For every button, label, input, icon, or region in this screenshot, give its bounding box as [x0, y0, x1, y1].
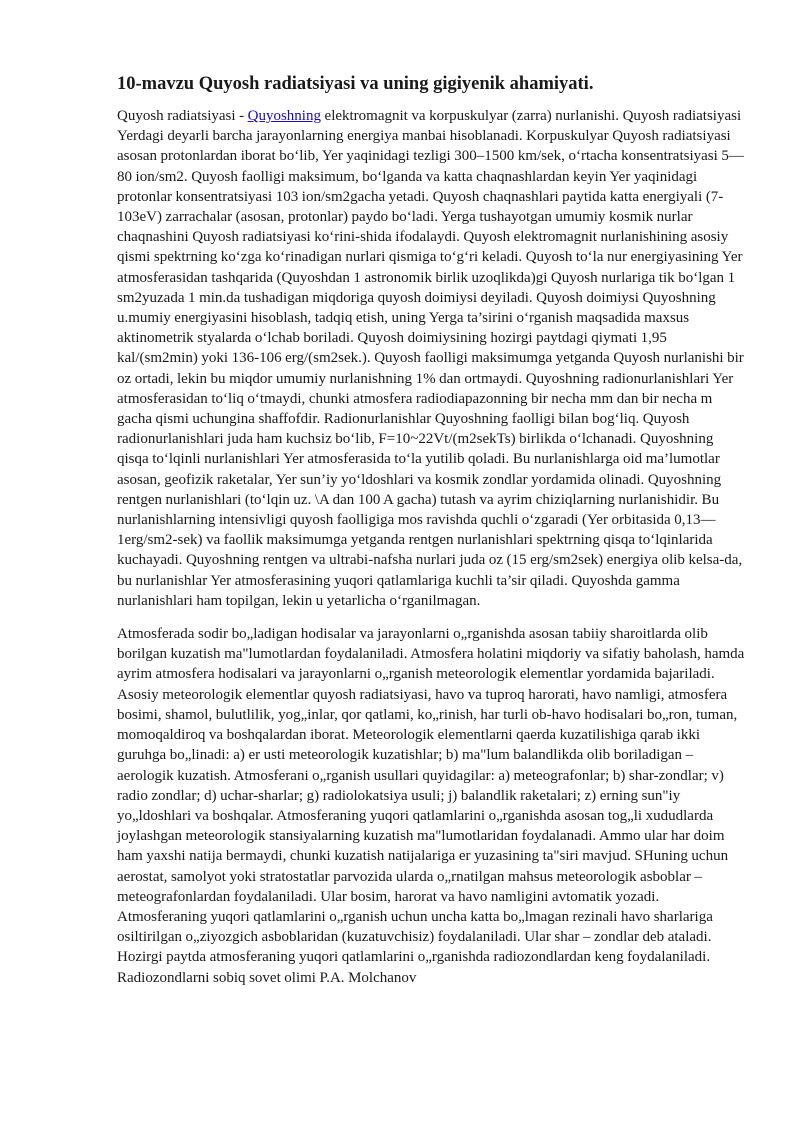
document-title: 10-mavzu Quyosh radiatsiyasi va uning gigiyenik ahamiyati. [117, 74, 594, 94]
document-page [117, 72, 745, 988]
paragraph-atmosphere: Atmosferada sodir bo„ladigan hodisalar va jarayonlarni o„rganishda asosan tabiiy sharoitlarda olib borilgan kuzatish ma"lumotlardan foydalaniladi. Atmosfera holatini miqdoriy va sifatiy baholash, hamda ayrim atmosfera hodisalari va jarayonlarni o„rganish meteorologik elementlar yordamida bajariladi. Asosiy meteorologik elementlar quyosh radiatsiyasi, havo va tuproq harorati, havo namligi, atmosfera bosimi, shamol, bulutlilik, yog„inlar, qor qatlami, ko„rinish, har turli ob-havo hodisalari bo„ron, tuman, momoqaldiroq va boshqalardan iborat. Meteorologik elementlarni qaerda kuzatilishiga qarab ikki guruhga bo„linadi: a) er usti meteorologik kuzatishlar; b) ma"lum balandlikda olib boriladigan – aerologik kuzatish. Atmosferani o„rganish usullari quyidagilar: a) meteografonlar; b) shar-zondlar; v) radio zondlar; d) uchar-sharlar; g) radiolokatsiya usuli; j) balandlik raketalari; z) erning sun"iy yo„ldoshlari va boshqalar. Atmosferaning yuqori qatlamlarini o„rganishda asosan tog„li xududlarda joylashgan meteorologik stansiyalarning kuzatish ma"lumotlaridan foydalanadi. Ammo ular har doim ham yaxshi natija bermaydi, chunki kuzatish natijalariga er yuzasining ta"siri mavjud. SHuning uchun aerostat, samolyot yoki stratostatlar parvozida ularda o„rnatilgan mahsus meteorologik asboblar – meteografonlardan foydalaniladi. Ular bosim, harorat va havo namligini avtomatik yozadi. Atmosferaning yuqori qatlamlarini o„rganish uchun uncha katta bo„lmagan rezinali havo sharlariga osiltirilgan o„ziyozgich asboblaridan (kuzatuvchisiz) foydalaniladi. Ular shar – zondlar deb ataladi. Hozirgi paytda atmosferaning yuqori qatlamlarini o„rganishda radiozondlardan keng foydalaniladi. Radiozondlarni sobiq sovet olimi P.A. Molchanov [117, 626, 745, 986]
quyoshning-link[interactable]: Quyoshning [247, 108, 321, 124]
paragraph-lead: Quyosh radiatsiyasi - [117, 108, 248, 124]
paragraph-body: elektromagnit va korpuskulyar (zarra) nurlanishi. Quyosh radiatsiyasi Yerdagi deyarli barcha jarayonlarning energiya manbai hisoblanadi. Korpuskulyar Quyosh radiatsiyasi asosan protonlardan iborat bo‘lib, Yer yaqinidagi tezligi 300–1500 km/sek, o‘rtacha konsentratsiyasi 5—80 ion/sm2. Quyosh faolligi maksimum, bo‘lganda va katta chaqnashlardan keyin Yer yaqinidagi protonlar konsentratsiyasi 103 ion/sm2gacha yetadi. Quyosh chaqnashlari paytida katta energiyali (7-103eV) zarrachalar (asosan, protonlar) paydo bo‘ladi. Yerga tushayotgan umumiy kosmik nurlar chaqnashini Quyosh radiatsiyasi ko‘rini-shida ifodalaydi. Quyosh elektromagnit nurlanishining asosiy qismi spektrning ko‘zga ko‘rinadigan nurlari qismiga to‘g‘ri keladi. Quyosh to‘la nur energiyasining Yer atmosferasidan tashqarida (Quyoshdan 1 astronomik birlik uzoqlikda)gi Quyosh nurlariga tik bo‘lgan 1 sm2yuzada 1 min.da tushadigan miqdoriga quyosh doimiysi deyiladi. Quyosh doimiysi Quyoshning u.mumiy energiyasini hisoblash, tadqiq etish, uning Yerga ta’sirini o‘rganish maqsadida maxsus aktinometrik styalarda o‘lchab boriladi. Quyosh doimiysining hozirgi paytdagi qiymati 1,95 kal/(sm2min) yoki 136-106 erg/(sm2sek.). Quyosh faolligi maksimumga yetganda Quyosh nurlanishi bir oz ortadi, lekin bu miqdor umumiy nurlanishning 1% dan ortmaydi. Quyoshning radionurlanishlari Yer atmosferasidan to‘liq o‘tmaydi, chunki atmosfera radiodiapazonning bir necha mm dan bir necha m gacha qismi uchungina shaffofdir. Radionurlanishlar Quyoshning faolligi bilan bog‘liq. Quyosh radionurlanishlari juda ham kuchsiz bo‘lib, F=10~22Vt/(m2sekTs) birlikda o‘lchanadi. Quyoshning qisqa to‘lqinli nurlanishlari Yer atmosferasida to‘la yutilib qoladi. Bu nurlanishlarga oid ma’lumotlar asosan, geofizik raketalar, Yer sun’iy yo‘ldoshlari va kosmik zondlar yordamida olinadi. Quyoshning rentgen nurlanishlari (to‘lqin uz. \A dan 100 A gacha) tutash va ayrim chiziqlarning nurlanishidir. Bu nurlanishlarning intensivligi quyosh faolligiga mos ravishda quchli o‘zgaradi (Yer orbitasida 0,13—1erg/sm2-sek) va faollik maksimumga yetganda rentgen nurlanishlari spektrning qisqa to‘lqinlarida kuchayadi. Quyoshning rentgen va ultrabi-nafsha nurlari juda oz (15 erg/sm2sek) energiya olib kelsa-da, bu nurlanishlar Yer atmosferasining yuqori qatlamlariga kuchli ta’sir qiladi. Quyoshda gamma nurlanishlari ham topilgan, lekin u yetarlicha o‘rganilmagan. [117, 108, 744, 609]
paragraph-solar-radiation [117, 106, 745, 611]
